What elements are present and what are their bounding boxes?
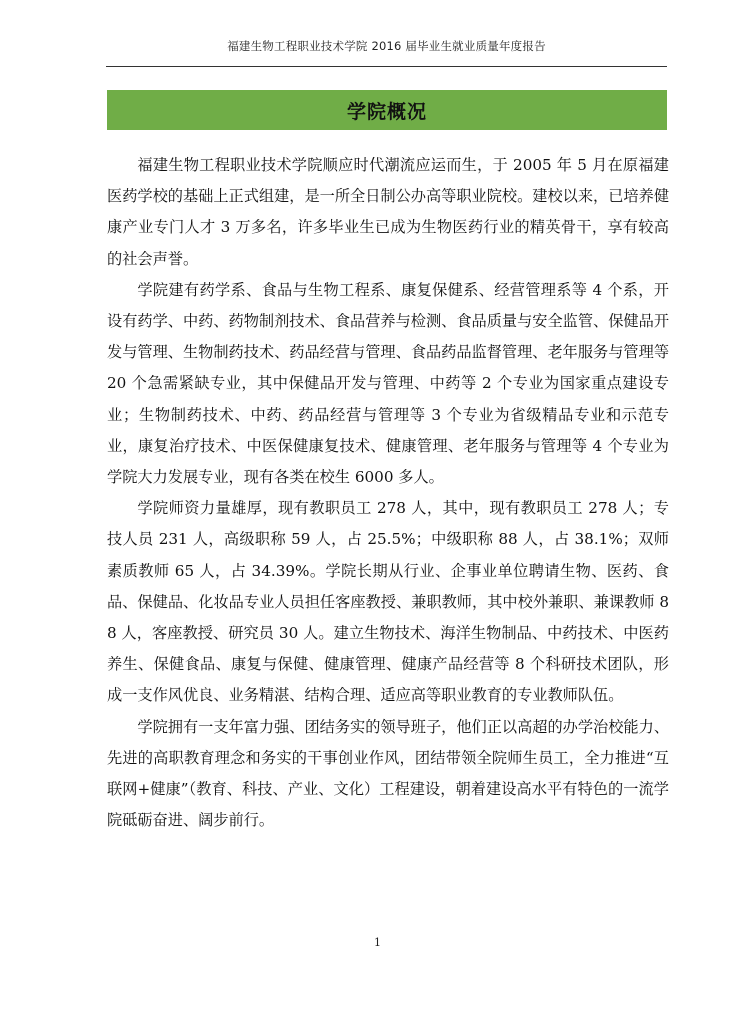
paragraph-leadership: 学院拥有一支年富力强、团结务实的领导班子，他们正以高超的办学治校能力、先进的高职教育理念和务实的干事创业作风，团结带领全院师生员工，全力推进“互联网+健康”（教育、科技、产业、文化）工程建设，朝着建设高水平有特色的一流学院砥砺奋进、阔步前行。 xyxy=(107,717,669,830)
paragraph-overview: 福建生物工程职业技术学院顺应时代潮流应运而生，于 2005 年 5 月在原福建医药学校的基础上正式组建，是一所全日制公办高等职业院校。建校以来，已培养健康产业专门人才 3 万多名，许多毕业生已成为生物医药行业的精英骨干，享有较高的社会声誉。 xyxy=(107,156,669,268)
section-title-bar xyxy=(107,90,667,130)
body-content xyxy=(107,150,669,836)
page-number: 1 xyxy=(374,936,381,949)
header-divider xyxy=(106,66,667,67)
running-header: 福建生物工程职业技术学院 2016 届毕业生就业质量年度报告 xyxy=(227,39,546,53)
section-title: 学院概况 xyxy=(346,100,427,123)
paragraph-departments: 学院建有药学系、食品与生物工程系、康复保健系、经营管理系等 4 个系，开设有药学、中药、药物制剂技术、食品营养与检测、食品质量与安全监管、保健品开发与管理、生物制药技术、药品经营与管理、食品药品监督管理、老年服务与管理等 20 个急需紧缺专业，其中保健品开发与管理、中药等 2 个专业为国家重点建设专业；生物制药技术、中药、药品经营与管理等 3 个专业为省级精品专业和示范专业，康复治疗技术、中医保健康复技术、健康管理、老年服务与管理等 4 个专业为学院大力发展专业，现有各类在校生 6000 多人。 xyxy=(107,280,669,487)
paragraph-faculty: 学院师资力量雄厚，现有教职员工 278 人，其中，现有教职员工 278 人；专技人员 231 人，高级职称 59 人，占 25.5%；中级职称 88 人，占 38.1%；双师素质教师 65 人，占 34.39%。学院长期从行业、企事业单位聘请生物、医药、食品、保健品、化妆品专业人员担任客座教授、兼职教师，其中校外兼职、兼课教师 88 人，客座教授、研究员 30 人。建立生物技术、海洋生物制品、中药技术、中医药养生、保健食品、康复与保健、健康管理、健康产品经营等 8 个科研技术团队，形成一支作风优良、业务精湛、结构合理、适应高等职业教育的专业教师队伍。 xyxy=(107,499,669,705)
